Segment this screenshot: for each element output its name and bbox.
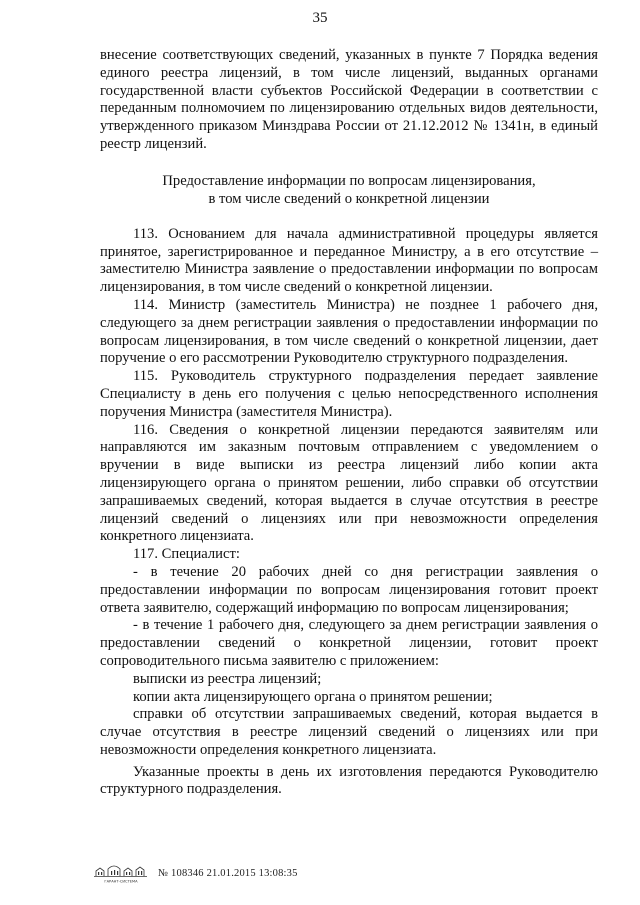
document-footer [92,862,298,884]
section-heading-line-1: Предоставление информации по вопросам лицензирования, [162,172,536,189]
garant-logo-icon [92,862,150,884]
paragraph-117-item-a: - в течение 20 рабочих дней со дня регистрации заявления о предоставлении информации по вопросам лицензирования готовит проект ответа заявителю, содержащий информацию по вопросам лицензирования; [100,563,598,616]
paragraph-116: 116. Сведения о конкретной лицензии передаются заявителям или направляются им заказным почтовым отправлением с уведомлением о вручении в виде выписки из реестра лицензий либо копии акта лицензирующего органа о принятом решении, либо справки об отсутствии запрашиваемых сведений, которая выдается в случае отсутствия в реестре лицензий сведений о лицензиях или при невозможности определения конкретного лицензиата. [100,421,598,545]
paragraph-113: 113. Основанием для начала административной процедуры является принятое, зарегистрированное и переданное Министру, а в его отсутствие – заместителю Министра заявление о предоставлении информации по вопросам лицензирования, в том числе сведений о конкретной лицензии. [100,225,598,296]
page-number: 35 [312,10,328,26]
paragraph-117-item-b: - в течение 1 рабочего дня, следующего за днем регистрации заявления о предоставлении сведений о конкретной лицензии, готовит проект сопроводительного письма заявителю с приложением: [100,617,598,669]
paragraph-115: 115. Руководитель структурного подразделения передает заявление Специалисту в день его получения с целью непосредственного исполнения поручения Министра (заместителя Министра). [100,368,598,420]
attachment-item-3: справки об отсутствии запрашиваемых сведений, которая выдается в случае отсутствия в реестре лицензий сведений о лицензиях или при невозможности определения конкретного лицензиата. [100,706,598,758]
intro-paragraph: внесение соответствующих сведений, указанных в пункте 7 Порядка ведения единого реестра лицензий, в том числе лицензий, выданных органами государственной власти субъектов Российской Федерации в соответствии с переданным полномочием по лицензированию отдельных видов деятельности, утвержденного приказом Минздрава России от 21.12.2012 № 1341н, в единый реестр лицензий. [100,47,598,152]
document-body [100,47,598,799]
attachment-item-1: выписки из реестра лицензий; [133,670,322,687]
svg-text:ГАРАНТ-СИСТЕМА: ГАРАНТ-СИСТЕМА [104,879,138,884]
closing-paragraph: Указанные проекты в день их изготовления передаются Руководителю структурного подразделения. [100,763,598,798]
paragraph-114: 114. Министр (заместитель Министра) не позднее 1 рабочего дня, следующего за днем регистрации заявления о предоставлении информации по вопросам лицензирования, в том числе сведений о конкретной лицензии, дает поручение о его рассмотрении Руководителю структурного подразделения. [100,296,598,367]
section-heading-line-2: в том числе сведений о конкретной лицензии [208,190,490,207]
section-heading [100,172,598,208]
attachment-item-2: копии акта лицензирующего органа о принятом решении; [133,688,493,705]
paragraph-117-intro: 117. Специалист: [133,546,240,563]
document-id: № 108346 21.01.2015 13:08:35 [158,867,298,879]
